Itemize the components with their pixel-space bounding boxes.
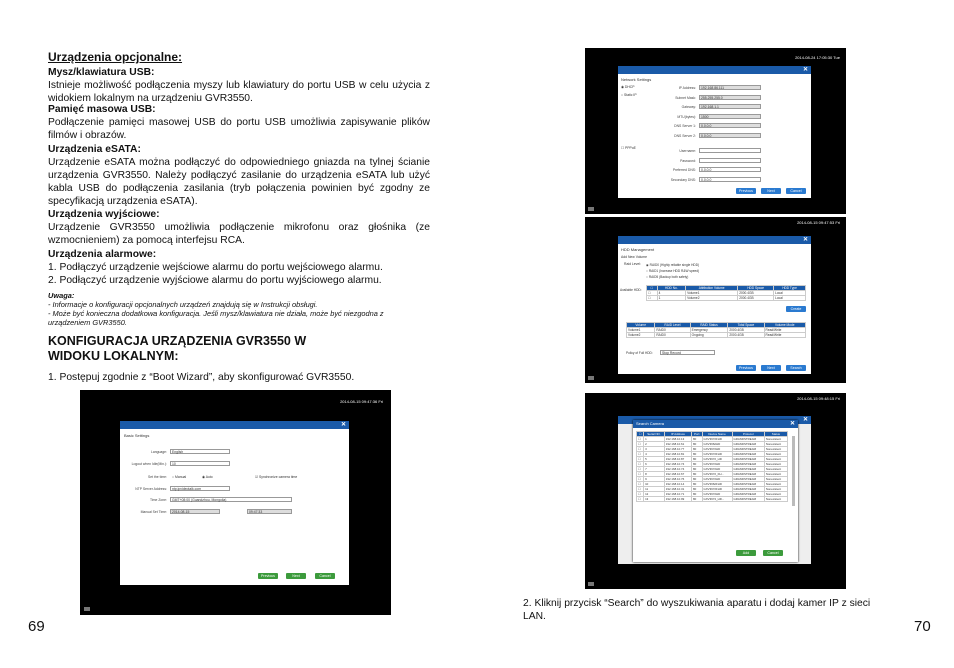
table-cell: 8 [644,472,665,477]
timezone-select[interactable]: GMT+08:00 (Guandzhou, Mongolia) [170,497,292,502]
close-icon[interactable]: ✕ [802,67,808,73]
table-cell: GRANDSTREAM [732,497,764,502]
table-cell: 80 [691,462,702,467]
basic-settings-dialog [120,421,349,585]
output-text: Urządzenie GVR3550 umożliwia podłączenie mikrofonu oraz głośnika (ze wzmocnieniem) za pomocą interfejsu RCA. [48,222,430,246]
table-cell: 2000.4GB [728,328,764,333]
table-cell: GRANDSTREAM [732,472,764,477]
date-input[interactable]: 2014-08-15 [170,509,220,514]
dialog-header [120,421,349,429]
select-all-checkbox[interactable]: ☐ [637,432,644,437]
raid-label: Raid Level: [624,262,641,266]
column-header: Status [764,432,787,437]
row-checkbox[interactable]: ☐ [637,457,644,462]
timestamp: 2014-08-15 09:48:15 Fri [797,396,840,401]
table-cell: Nonexistent [764,497,787,502]
table-cell: Nonexistent [764,477,787,482]
table-cell: Nonexistent [764,437,787,442]
table-cell: 6 [644,462,665,467]
column-header: IP Address [664,432,691,437]
table-row[interactable] [637,497,788,502]
mouse-title: Mysz/klawiatura USB: [48,67,155,78]
step-2: 2. Kliknij przycisk “Search” do wyszukiwania aparatu i dodaj kamer IP z sieci LAN. [523,598,871,622]
table-cell: RAID0 [655,328,690,333]
table-cell: Nonexistent [764,467,787,472]
row-checkbox[interactable]: ☐ [637,497,644,502]
cancel-button[interactable]: Cancel [786,188,806,194]
table-cell: GXV3672FHD [702,437,732,442]
cancel-button[interactable]: Cancel [315,573,335,579]
dialog-header [618,236,811,244]
raid-option-2[interactable]: ○ RAID5 (Backup both safety) [646,275,689,279]
row-checkbox[interactable]: ☐ [647,296,658,301]
table-cell: GRANDSTREAM [732,487,764,492]
table-cell: GXV3672HD [702,467,732,472]
next-button[interactable]: Next [286,573,306,579]
table-cell: 5 [644,457,665,462]
table-cell: 80 [691,492,702,497]
table-cell: 192.168.10.67 [664,472,691,477]
field-label: Preferred DNS: [672,168,696,172]
table-cell: 192.168.10.61 [664,442,691,447]
table-cell: GRANDSTREAM [732,482,764,487]
field-label: DNS Server 1: [674,124,696,128]
hdd-table [646,285,806,301]
row-checkbox[interactable]: ☐ [637,492,644,497]
section-title-1: KONFIGURACJA URZĄDZENIA GVR3550 W [48,334,307,348]
table-cell: 192.168.10.99 [664,497,691,502]
table-cell: 192.168.10.74 [664,467,691,472]
dhcp-radio[interactable]: ◉ DHCP [621,85,635,89]
mouse-text: Istnieje możliwość podłączenia myszy lub klawiatury do portu USB w celu użycia z widokiem lokalnym na urządzeniu GVR3550. [48,80,430,104]
table-cell: 192.168.10.14 [664,482,691,487]
table-row[interactable] [627,333,806,338]
raid-options[interactable] [646,262,699,280]
column-header: Serial NO. [644,432,665,437]
table-cell: Nonexistent [764,457,787,462]
table-cell: 192.168.10.74 [664,462,691,467]
table-cell: Volume1 [686,291,738,296]
table-cell: Volume1 [627,328,655,333]
table-cell: 192.168.10.76 [664,477,691,482]
previous-button[interactable]: Previous [736,365,756,371]
page-number-right: 70 [914,618,931,635]
ntp-input[interactable]: ntp.ipvideotalk.com [170,486,230,491]
field-input[interactable]: 255.255.255.0 [699,95,761,100]
page-number-left: 69 [28,618,45,635]
table-cell: 7 [644,467,665,472]
scrollbar[interactable] [792,436,795,506]
table-cell: 10 [644,482,665,487]
add-button[interactable]: Add [736,550,756,556]
table-cell: GRANDSTREAM [732,492,764,497]
language-select[interactable]: English [170,449,230,454]
field-input[interactable]: 192.168.86.111 [699,85,761,90]
dialog-header [618,66,811,74]
table-cell: 13 [644,497,665,502]
table-cell: 192.168.10.31 [664,487,691,492]
column-header: Attribution Volume [686,286,738,291]
table-cell: 192.168.10.87 [664,457,691,462]
field-label: DNS Server 2: [674,133,696,138]
timestamp: 2014-08-15 09:47:36 Fri [340,399,383,404]
row-checkbox[interactable]: ☐ [647,291,658,296]
table-cell: GXV3674_HD... [702,497,732,502]
table-cell: 2000.4GB [728,333,764,338]
column-header: Total Space [728,323,764,328]
table-cell: 80 [691,487,702,492]
row-checkbox[interactable]: ☐ [637,477,644,482]
table-cell: 2000.4GB [738,291,774,296]
table-cell: GRANDSTREAM [732,452,764,457]
sync-checkbox[interactable]: ☑ Synchronize camera time [255,475,298,479]
field-input[interactable]: 0.0.0.0 [699,133,761,138]
manual-time-label: Manual Set Time: [140,510,167,514]
column-header: HDD No. [657,286,685,291]
step-1: 1. Postępuj zgodnie z “Boot Wizard”, aby skonfigurować GVR3550. [48,372,355,383]
timestamp: 2014-08-24 17:05:30 Tue [795,55,840,60]
logout-select[interactable]: 10 [170,461,230,466]
table-cell: 80 [691,442,702,447]
table-cell: GRANDSTREAM [732,477,764,482]
row-checkbox[interactable]: ☐ [637,472,644,477]
table-cell: 11 [644,487,665,492]
field-label: MTU(bytes): [677,114,696,119]
table-cell: 2 [644,442,665,447]
row-checkbox[interactable]: ☐ [637,437,644,442]
table-cell: Nonexistent [764,442,787,447]
table-cell: GRANDSTREAM [732,447,764,452]
close-icon[interactable]: ✕ [789,421,795,427]
table-cell: Nonexistent [764,447,787,452]
pppoe-checkbox[interactable]: ☐ PPPoE [621,146,636,150]
table-cell: 192.168.10.81 [664,452,691,457]
column-header: Volume Mode [764,323,805,328]
table-cell: Nonexistent [764,492,787,497]
column-header: RAID Status [690,323,728,328]
table-cell: 12 [644,492,665,497]
table-cell: Volume2 [686,296,738,301]
table-cell: GRANDSTREAM [732,442,764,447]
row-checkbox[interactable]: ☐ [637,467,644,472]
table-cell: GRANDSTREAM [732,437,764,442]
table-cell: GXV3672HD [702,447,732,452]
add-new-volume: Add New Volume [621,255,648,259]
table-cell: Local [774,291,806,296]
table-cell: 192.168.10.13 [664,437,691,442]
table-cell: 80 [691,497,702,502]
field-input[interactable]: 0.0.0.0 [699,123,761,128]
table-cell: 2000.4GB [738,296,774,301]
table-cell: 80 [691,477,702,482]
column-header: Port [691,432,702,437]
row-checkbox[interactable]: ☐ [637,482,644,487]
table-cell: GXV3672_HD [702,457,732,462]
table-cell: GRANDSTREAM [732,457,764,462]
table-cell: 80 [691,482,702,487]
field-label: Gateway: [681,105,696,109]
row-checkbox[interactable]: ☐ [637,487,644,492]
table-cell: 80 [691,447,702,452]
timestamp: 2014-08-15 09:47:53 Fri [797,220,840,225]
dialog-title: HDD Management [621,247,655,252]
table-cell: 9 [644,477,665,482]
column-header: Volume [627,323,655,328]
dialog-title: Basic Settings [124,433,150,438]
network-dialog [618,66,811,198]
field-input[interactable]: 1500 [699,114,761,119]
table-cell: GXV3672_FH... [702,472,732,477]
alarm-title: Urządzenia alarmowe: [48,249,157,260]
heading-optional-devices: Urządzenia opcjonalne: [48,50,183,64]
previous-button[interactable]: Previous [258,573,278,579]
table-cell: 80 [691,437,702,442]
search-button[interactable]: Search [786,365,806,371]
table-cell: 80 [691,467,702,472]
table-cell: GXV3662HD [702,442,732,447]
dialog-title: Network Settings [621,77,652,82]
ntp-label: NTP Server Address: [135,487,167,491]
timezone-label: Time Zone: [149,498,167,502]
table-cell: 192.168.10.77 [664,447,691,452]
table-cell: Ongoing [690,333,728,338]
camera-table [636,431,788,502]
table-cell: Volume2 [627,333,655,338]
alarm-step-2: 2. Podłączyć urządzenie wyjściowe alarmu do portu wyjściowego alarmu. [48,275,382,286]
table-cell: 1 [657,296,685,301]
volume-table [626,322,806,338]
screenshot-hdd-management [585,217,846,383]
column-header: Device Name [702,432,732,437]
alarm-step-1: 1. Podłączyć urządzenie wejściowe alarmu do portu wejściowego alarmu. [48,262,383,273]
column-header: HDD Type [774,286,806,291]
table-cell: GXV3672HD [702,462,732,467]
esata-text: Urządzenie eSATA można podłączyć do odpowiedniego gniazda na tylnej ścianie urządzenia GVR3550. Należy podłączyć zasilanie do urządzenia eSATA lub użyć kabla USB do podłączenia zasilania (tryb połączenia powinien być zgodny ze specyfikacją urządzenia eSATA). [48,157,430,207]
screenshot-basic-settings [80,390,391,615]
field-input[interactable] [699,148,761,153]
menu-icon[interactable] [588,582,594,586]
esata-title: Urządzenia eSATA: [48,144,141,155]
row-checkbox[interactable]: ☐ [637,442,644,447]
note-2: - Może być konieczna dodatkowa konfiguracja. Jeśli mysz/klawiatura nie działa, może być niezgodna z urządzeniem GVR3550. [48,309,384,327]
raid-option-1[interactable]: ○ RAID1 (Increase HDD R&W speed) [646,269,700,273]
column-header: RAID Level [655,323,690,328]
close-icon[interactable]: ✕ [340,422,346,428]
output-title: Urządzenia wyjściowe: [48,209,160,220]
table-cell: Emergency [690,328,728,333]
field-label: Secondary DNS: [670,177,696,182]
cancel-button[interactable]: Cancel [763,550,783,556]
menu-icon[interactable] [588,207,594,211]
note-title: Uwaga: [48,291,75,300]
table-cell: Nonexistent [764,462,787,467]
row-checkbox[interactable]: ☐ [637,462,644,467]
table-cell: Nonexistent [764,472,787,477]
table-cell: 3 [644,447,665,452]
policy-label: Policy of Full HDD: [626,351,653,355]
table-cell: 4 [644,452,665,457]
usb-text: Podłączenie pamięci masowej USB do portu USB umożliwia zapisywanie plików filmów i obrazów. [48,117,430,141]
logout-label: Logout when Idle(Min.): [131,462,167,466]
table-cell: 4 [657,291,685,296]
table-cell: Nonexistent [764,452,787,457]
row-checkbox[interactable]: ☐ [637,452,644,457]
table-cell: 1 [644,437,665,442]
screenshot-search-camera [585,393,846,589]
settime-label: Set the time: [147,475,167,479]
time-input[interactable]: 09:47:33 [247,509,292,514]
note-1: - Informacje o konfiguracji opcjonalnych urządzeń znajdują się w Instrukcji obsługi. [48,300,318,309]
auto-radio[interactable]: ◉ Auto [202,475,213,479]
field-label: Password: [680,158,696,163]
hdd-dialog [618,236,811,374]
table-cell: 80 [691,452,702,457]
policy-select[interactable]: Stop Record [660,350,715,355]
table-cell: Nonexistent [764,482,787,487]
close-icon[interactable]: ✕ [802,237,808,243]
field-input[interactable]: 0.0.0.0 [699,177,761,182]
table-cell: GXV3672FHD [702,452,732,457]
table-cell: GXV3672FHD [702,487,732,492]
field-input[interactable]: 0.0.0.0 [699,167,761,172]
menu-icon[interactable] [84,607,90,611]
static-ip-radio[interactable]: ○ Static IP [621,93,637,97]
available-hdd-label: Available HDD: [620,288,642,292]
table-cell: 80 [691,472,702,477]
dialog-header: Search Camera ✕ [633,420,798,428]
table-cell: GXV3672HD [702,492,732,497]
next-button[interactable]: Next [761,188,781,194]
row-checkbox[interactable]: ☐ [637,447,644,452]
field-label: Username: [679,149,696,153]
previous-button[interactable]: Previous [736,188,756,194]
table-cell: GXV3662FHD [702,482,732,487]
field-label: Subnet Mask: [675,95,696,100]
manual-radio[interactable]: ○ Manual [172,475,187,479]
table-cell: GXV3672HD [702,477,732,482]
screenshot-network-settings [585,48,846,214]
field-input[interactable]: 192.168.1.1 [699,104,761,109]
create-button[interactable]: Create [786,306,806,312]
field-label: IP Address: [678,86,696,90]
field-input[interactable] [699,158,761,163]
select-all-checkbox[interactable]: ☐ [647,286,658,291]
language-label: Language: [150,450,167,454]
table-cell: Local [774,296,806,301]
column-header: HDD Space [738,286,774,291]
raid-option-0[interactable]: ◉ RAID0 (Highly reliable single HDD) [646,263,700,267]
table-cell: 192.168.10.71 [664,492,691,497]
table-cell: GRANDSTREAM [732,462,764,467]
table-cell: 80 [691,457,702,462]
column-header: Protocol [732,432,764,437]
section-title-2: WIDOKU LOKALNYM: [48,349,179,363]
usb-title: Pamięć masowa USB: [48,104,156,115]
search-camera-dialog [633,420,798,562]
menu-icon[interactable] [588,376,594,380]
close-icon[interactable]: ✕ [802,417,808,423]
next-button[interactable]: Next [761,365,781,371]
table-cell: RAID0 [655,333,690,338]
table-cell: Read/Write [764,333,805,338]
table-row[interactable] [647,296,806,301]
table-cell: Nonexistent [764,487,787,492]
table-cell: Read/Write [764,328,805,333]
table-cell: GRANDSTREAM [732,467,764,472]
